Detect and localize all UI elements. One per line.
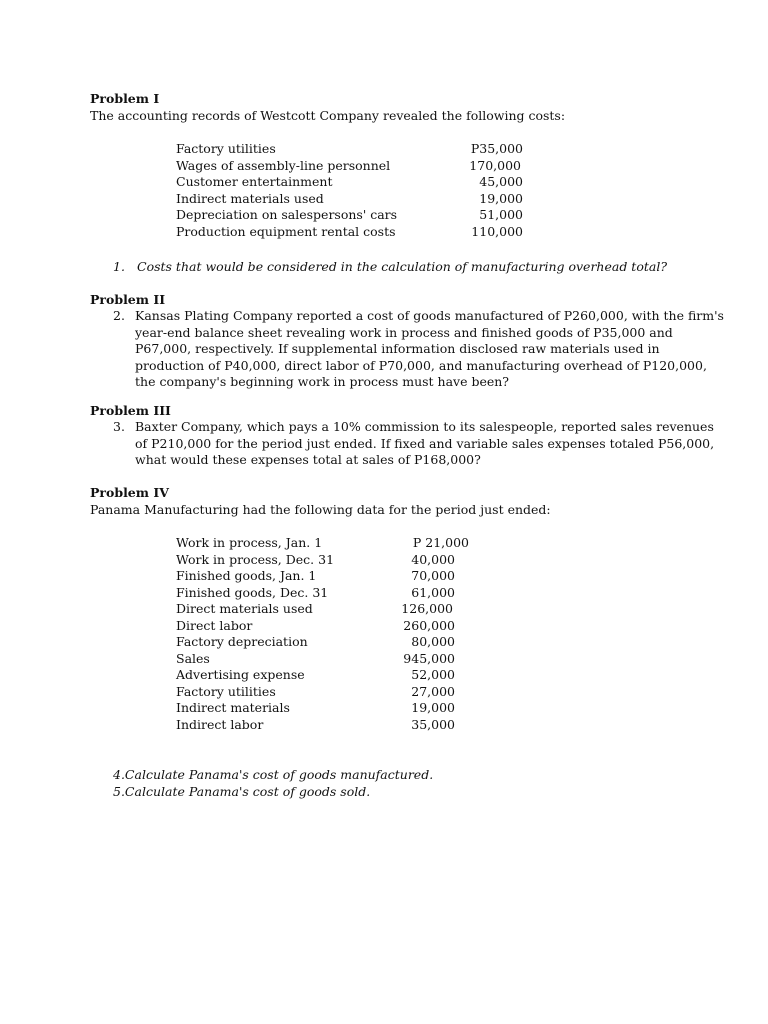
cost-label: Customer entertainment (176, 174, 333, 189)
text-line: Kansas Plating Company reported a cost of goods manufactured of P260,000, with the firm's (135, 308, 724, 323)
text-line: Baxter Company, which pays a 10% commission to its salespeople, reported sales revenues (135, 419, 714, 434)
data-value: 80,000 (411, 634, 455, 649)
data-value: 19,000 (411, 700, 455, 715)
problem-4-heading: Problem IV (90, 485, 169, 500)
table-row (176, 634, 455, 651)
data-value: 40,000 (411, 551, 455, 567)
question-1-number: 1. (113, 259, 125, 274)
data-label: Direct labor (176, 617, 253, 633)
question-1-text: Costs that would be considered in the calculation of manufacturing overhead total? (137, 259, 668, 274)
text-line: the company's beginning work in process must have been? (135, 374, 510, 389)
data-value: 126,000 (401, 601, 453, 616)
table-row (176, 700, 455, 717)
table-row (176, 684, 455, 701)
question-5-text: 5.Calculate Panama's cost of goods sold. (113, 784, 371, 799)
cost-value: 110,000 (471, 223, 523, 239)
table-row (176, 618, 455, 635)
table-row (176, 552, 455, 569)
data-label: Factory utilities (176, 683, 276, 699)
table-row (176, 141, 523, 158)
text-line: production of P40,000, direct labor of P70,000, and manufacturing overhead of P120,000, (135, 357, 707, 373)
data-label: Finished goods, Jan. 1 (176, 568, 317, 583)
data-value: 70,000 (411, 568, 455, 583)
text-line: of P210,000 for the period just ended. If fixed and variable sales expenses totaled P56,000, (135, 435, 715, 451)
cost-label: Depreciation on salespersons' cars (176, 207, 398, 222)
table-row (176, 667, 455, 684)
data-label: Indirect labor (176, 716, 264, 732)
data-value: 27,000 (411, 683, 455, 699)
problem-1-intro: The accounting records of Westcott Company revealed the following costs: (90, 108, 566, 123)
data-label: Work in process, Jan. 1 (176, 535, 323, 550)
cost-value: P35,000 (470, 141, 523, 156)
cost-label: Indirect materials used (176, 190, 324, 206)
text-line: P67,000, respectively. If supplemental information disclosed raw materials used in (135, 341, 660, 356)
data-value: 52,000 (411, 667, 455, 682)
cost-label: Factory utilities (176, 141, 276, 156)
question-2-number: 2. (113, 308, 125, 323)
cost-value: 45,000 (479, 174, 523, 189)
table-row (176, 174, 523, 191)
data-value: 260,000 (403, 617, 455, 633)
problem-2-heading: Problem II (90, 292, 166, 307)
table-row (176, 601, 455, 618)
data-value: P 21,000 (412, 535, 469, 550)
data-value: 945,000 (403, 650, 455, 666)
question-3-number: 3. (113, 419, 125, 434)
problem-1-heading: Problem I (90, 91, 160, 106)
problem-3-heading: Problem III (90, 403, 171, 418)
table-row (176, 651, 455, 668)
question-2-text (135, 308, 724, 391)
table-row (176, 191, 523, 208)
data-label: Work in process, Dec. 31 (176, 551, 335, 567)
table-row (176, 717, 455, 734)
cost-label: Wages of assembly-line personnel (176, 157, 391, 173)
text-line: what would these expenses total at sales of P168,000? (135, 452, 481, 467)
table-row (176, 585, 455, 602)
cost-value: 170,000 (469, 157, 521, 173)
data-label: Direct materials used (176, 601, 313, 616)
data-label: Indirect materials (176, 700, 290, 715)
data-label: Sales (176, 650, 210, 666)
cost-value: 19,000 (479, 190, 523, 206)
table-row (176, 224, 523, 241)
problem-4-intro: Panama Manufacturing had the following data for the period just ended: (90, 502, 551, 517)
question-3-text (135, 419, 714, 469)
table-row (176, 158, 523, 175)
data-label: Finished goods, Dec. 31 (176, 584, 329, 600)
cost-value: 51,000 (479, 207, 523, 222)
data-label: Factory depreciation (176, 634, 308, 649)
data-value: 35,000 (411, 716, 455, 732)
table-row (176, 568, 455, 585)
text-line: year-end balance sheet revealing work in process and finished goods of P35,000 and (135, 324, 673, 340)
data-label: Advertising expense (176, 667, 305, 682)
table-row (176, 535, 469, 552)
table-row (176, 207, 523, 224)
cost-label: Production equipment rental costs (176, 223, 396, 239)
question-4-text: 4.Calculate Panama's cost of goods manufactured. (113, 767, 434, 782)
data-value: 61,000 (411, 584, 455, 600)
